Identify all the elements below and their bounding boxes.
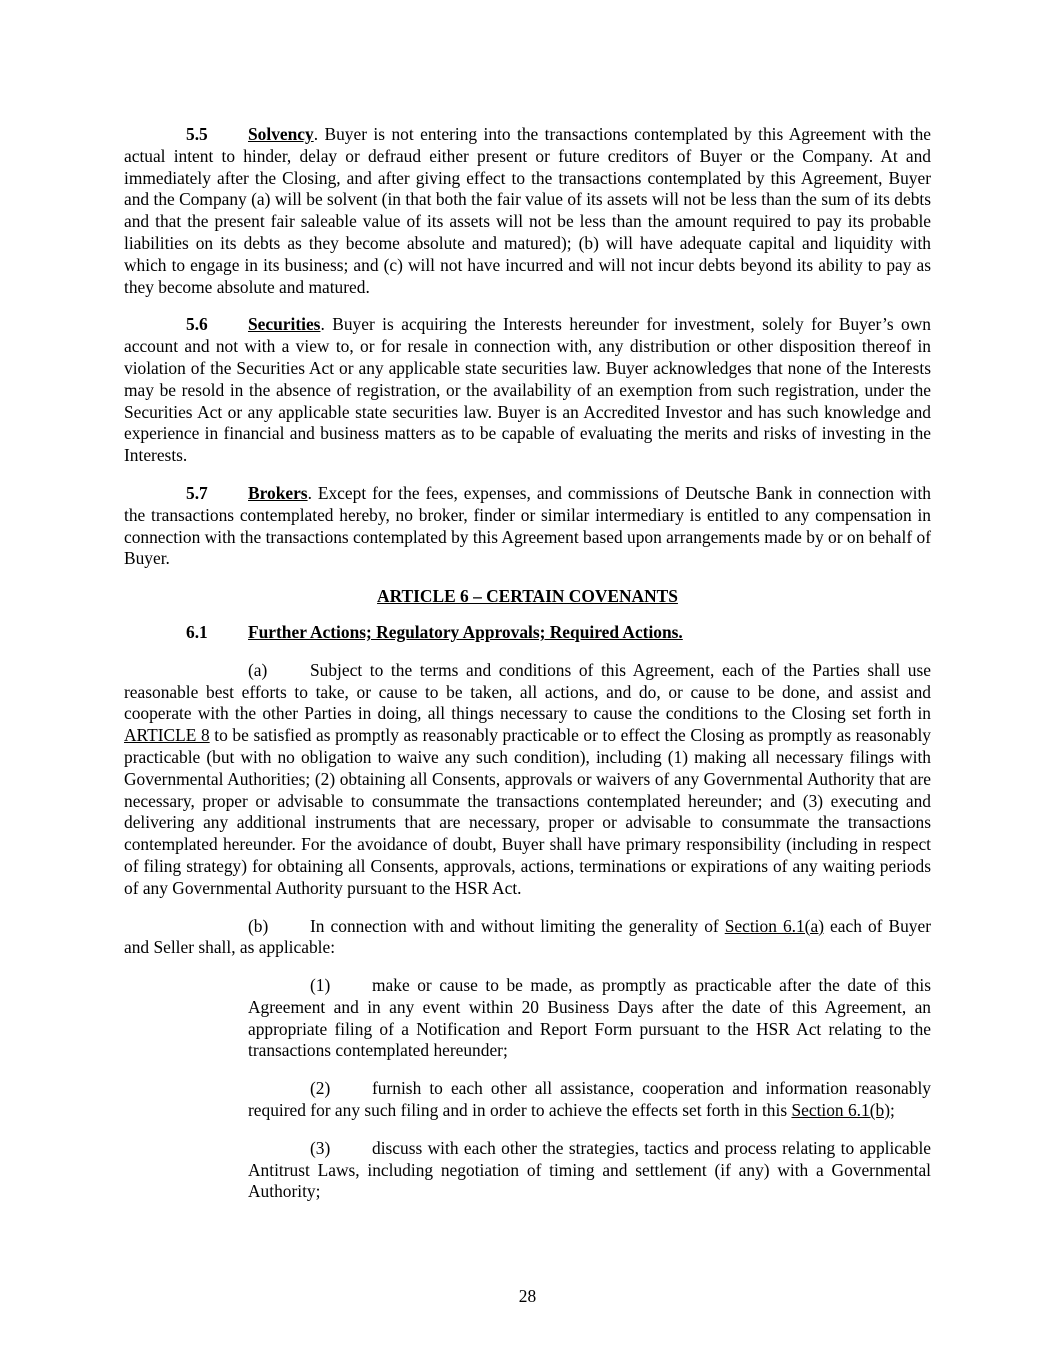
item-text: discuss with each other the strategies, tactics and process relating to applicable Antitrust Laws, including negotiation of timing and settlement (if any) with a Governmental Authority; <box>248 1137 931 1202</box>
section-title: Securities <box>248 314 321 335</box>
section-title: Brokers <box>248 482 308 503</box>
subsection-b <box>124 916 931 960</box>
document-page <box>124 124 931 1219</box>
item-text: furnish to each other all assistance, cooperation and information reasonably required for any such filing and in order to achieve the effects set forth in this <box>248 1078 931 1121</box>
article-8-link[interactable]: ARTICLE 8 <box>124 725 210 746</box>
section-title: Further Actions; Regulatory Approvals; Required Actions. <box>248 621 683 642</box>
section-title: Solvency <box>248 124 314 144</box>
section-5-5 <box>124 124 931 298</box>
section-6-1b-link[interactable]: Section 6.1(b) <box>791 1100 890 1121</box>
item-text: make or cause to be made, as promptly as practicable after the date of this Agreement and in any event within 20 Business Days after the date of this Agreement, an appropriate filing of a Notification and Report Form pursuant to the HSR Act relating to the transactions contemplated hereunder; <box>248 975 931 1061</box>
subsection-mark: (b) <box>248 915 269 936</box>
section-number: 5.6 <box>186 314 208 335</box>
section-5-6 <box>124 314 931 467</box>
item-mark: (1) <box>310 975 331 996</box>
list-item-2 <box>248 1078 931 1122</box>
item-text-cont: ; <box>889 1100 895 1121</box>
subsection-mark: (a) <box>248 659 268 680</box>
obligation-list <box>248 975 931 1203</box>
section-body: . Buyer is acquiring the Interests hereunder for investment, solely for Buyer’s own account and not with a view to, or for resale in connection with, any distribution or other disposition thereof in violation of the Securities Act or any applicable state securities law. Buyer acknowledges that none of the Interests may be resold in the absence of registration, or the availability of an exemption from such registration, under the Securities Act or any applicable state securities law. Buyer is an Accredited Investor and has such knowledge and experience in financial and business matters as to be capable of evaluating the merits and risks of investing in the Interests. <box>124 314 931 466</box>
section-number: 6.1 <box>186 621 208 642</box>
item-mark: (3) <box>310 1137 331 1158</box>
section-number: 5.5 <box>186 124 208 144</box>
section-6-1-heading <box>124 622 931 644</box>
section-6-1a-link[interactable]: Section 6.1(a) <box>724 915 824 936</box>
subsection-a <box>124 660 931 900</box>
section-body: . Buyer is not entering into the transactions contemplated by this Agreement with the actual intent to hinder, delay or defraud either present or future creditors of Buyer or the Company. At and immediately after the Closing, and after giving effect to the transactions contemplated by this Agreement, Buyer and the Company (a) will be solvent (in that both the fair value of its assets will not be less than the sum of its debts and that the present fair saleable value of its assets will not be less than the amount required to pay its probable liabilities on its debts as they become absolute and matured); (b) will have adequate capital and liquidity with which to engage in its business; and (c) will not have incurred and will not incur debts beyond its ability to pay as they become absolute and matured. <box>124 124 931 297</box>
subsection-text-cont: to be satisfied as promptly as reasonably practicable or to effect the Closing as promptly as reasonably practicable (but with no obligation to waive any such condition), including (1) making all necessary filings with Governmental Authorities; (2) obtaining all Consents, approvals or waivers of any Governmental Authority that are necessary, proper or advisable to consummate the transactions contemplated hereunder; and (3) executing and delivering any additional instruments that are necessary, proper or advisable to consummate the transactions contemplated hereunder. For the avoidance of doubt, Buyer shall have primary responsibility (including in respect of filing strategy) for obtaining all Consents, approvals, actions, terminations or expirations of any waiting periods of any Governmental Authority pursuant to the HSR Act. <box>124 725 931 898</box>
section-number: 5.7 <box>186 482 208 503</box>
subsection-text: In connection with and without limiting the generality of <box>310 915 725 936</box>
item-mark: (2) <box>310 1078 331 1099</box>
article-heading: ARTICLE 6 – CERTAIN COVENANTS <box>377 586 678 607</box>
subsection-text: Subject to the terms and conditions of this Agreement, each of the Parties shall use reasonable best efforts to take, or cause to be taken, all actions, and do, or cause to be done, and assist and cooperate with the other Parties in doing, all things necessary to cause the conditions to the Closing set forth in <box>124 659 931 724</box>
subsection-text-cont: each of Buyer and Seller shall, as applicable: <box>124 915 931 958</box>
page-number: 28 <box>518 1286 537 1306</box>
list-item-3 <box>248 1138 931 1203</box>
list-item-1 <box>248 975 931 1062</box>
section-5-7 <box>124 483 931 570</box>
section-body: . Except for the fees, expenses, and commissions of Deutsche Bank in connection with the transactions contemplated hereby, no broker, finder or similar intermediary is entitled to any compensation in connection with the transactions contemplated by this Agreement based upon arrangements made by or on behalf of Buyer. <box>124 482 931 569</box>
